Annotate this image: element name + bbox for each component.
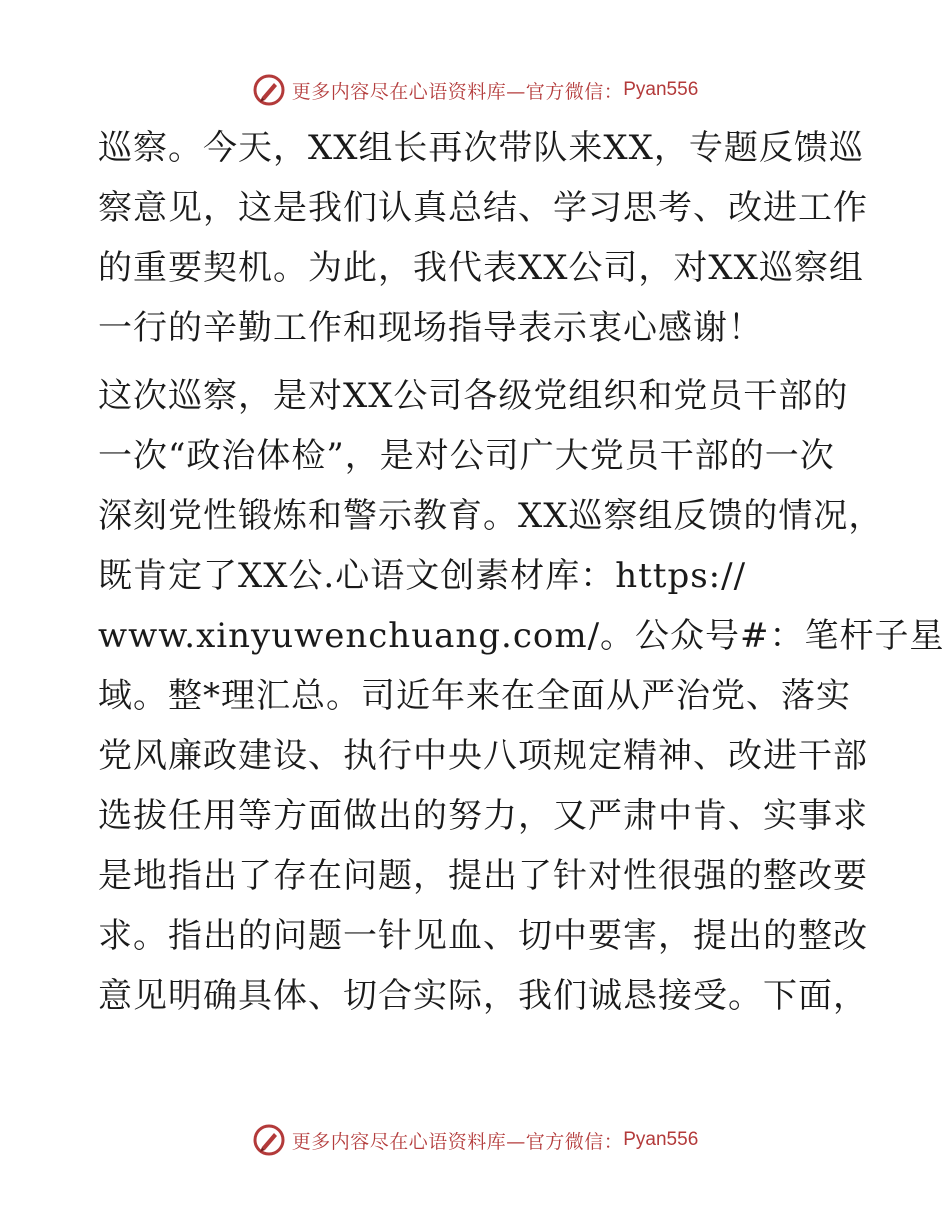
- header-banner-text: 更多内容尽在心语资料库—官方微信：: [291, 80, 624, 103]
- paragraph-1: [98, 118, 868, 358]
- text-line: 是地指出了存在问题，提出了针对性很强的整改要: [98, 856, 868, 896]
- pen-logo-icon: [252, 1123, 286, 1157]
- header-banner: [0, 70, 950, 110]
- text-line: 党风廉政建设、执行中央八项规定精神、改进干部: [98, 736, 868, 776]
- header-banner-account: Pyan556: [623, 79, 699, 100]
- text-line: 这次巡察，是对XX公司各级党组织和党员干部的: [98, 376, 849, 416]
- text-line: 一行的辛勤工作和现场指导表示衷心感谢！: [98, 308, 763, 348]
- document-body: [98, 118, 945, 1026]
- text-line: 的重要契机。为此，我代表XX公司，对XX巡察组: [98, 248, 864, 288]
- text-line: 意见明确具体、切合实际，我们诚恳接受。下面，: [98, 976, 868, 1016]
- text-line: 深刻党性锻炼和警示教育。XX巡察组反馈的情况，: [98, 496, 884, 536]
- text-line: 察意见，这是我们认真总结、学习思考、改进工作: [98, 188, 868, 228]
- text-line: 既肯定了XX公.心语文创素材库：https://: [98, 556, 747, 596]
- text-line: 选拔任用等方面做出的努力，又严肃中肯、实事求: [98, 796, 868, 836]
- text-line: 域。整*理汇总。司近年来在全面从严治党、落实: [98, 676, 851, 716]
- paragraph-2: [98, 366, 945, 1026]
- text-line: 巡察。今天，XX组长再次带队来XX，专题反馈巡: [98, 128, 864, 168]
- footer-banner-text: 更多内容尽在心语资料库—官方微信：: [291, 1130, 624, 1153]
- footer-banner: [0, 1120, 950, 1160]
- text-line: www.xinyuwenchuang.com/。公众号#：笔杆子星: [98, 616, 945, 656]
- text-line: 一次“政治体检”，是对公司广大党员干部的一次: [98, 436, 835, 476]
- footer-banner-account: Pyan556: [623, 1129, 699, 1150]
- paragraph-spacer: [98, 358, 858, 366]
- pen-logo-icon: [252, 73, 286, 107]
- text-line: 求。指出的问题一针见血、切中要害，提出的整改: [98, 916, 868, 956]
